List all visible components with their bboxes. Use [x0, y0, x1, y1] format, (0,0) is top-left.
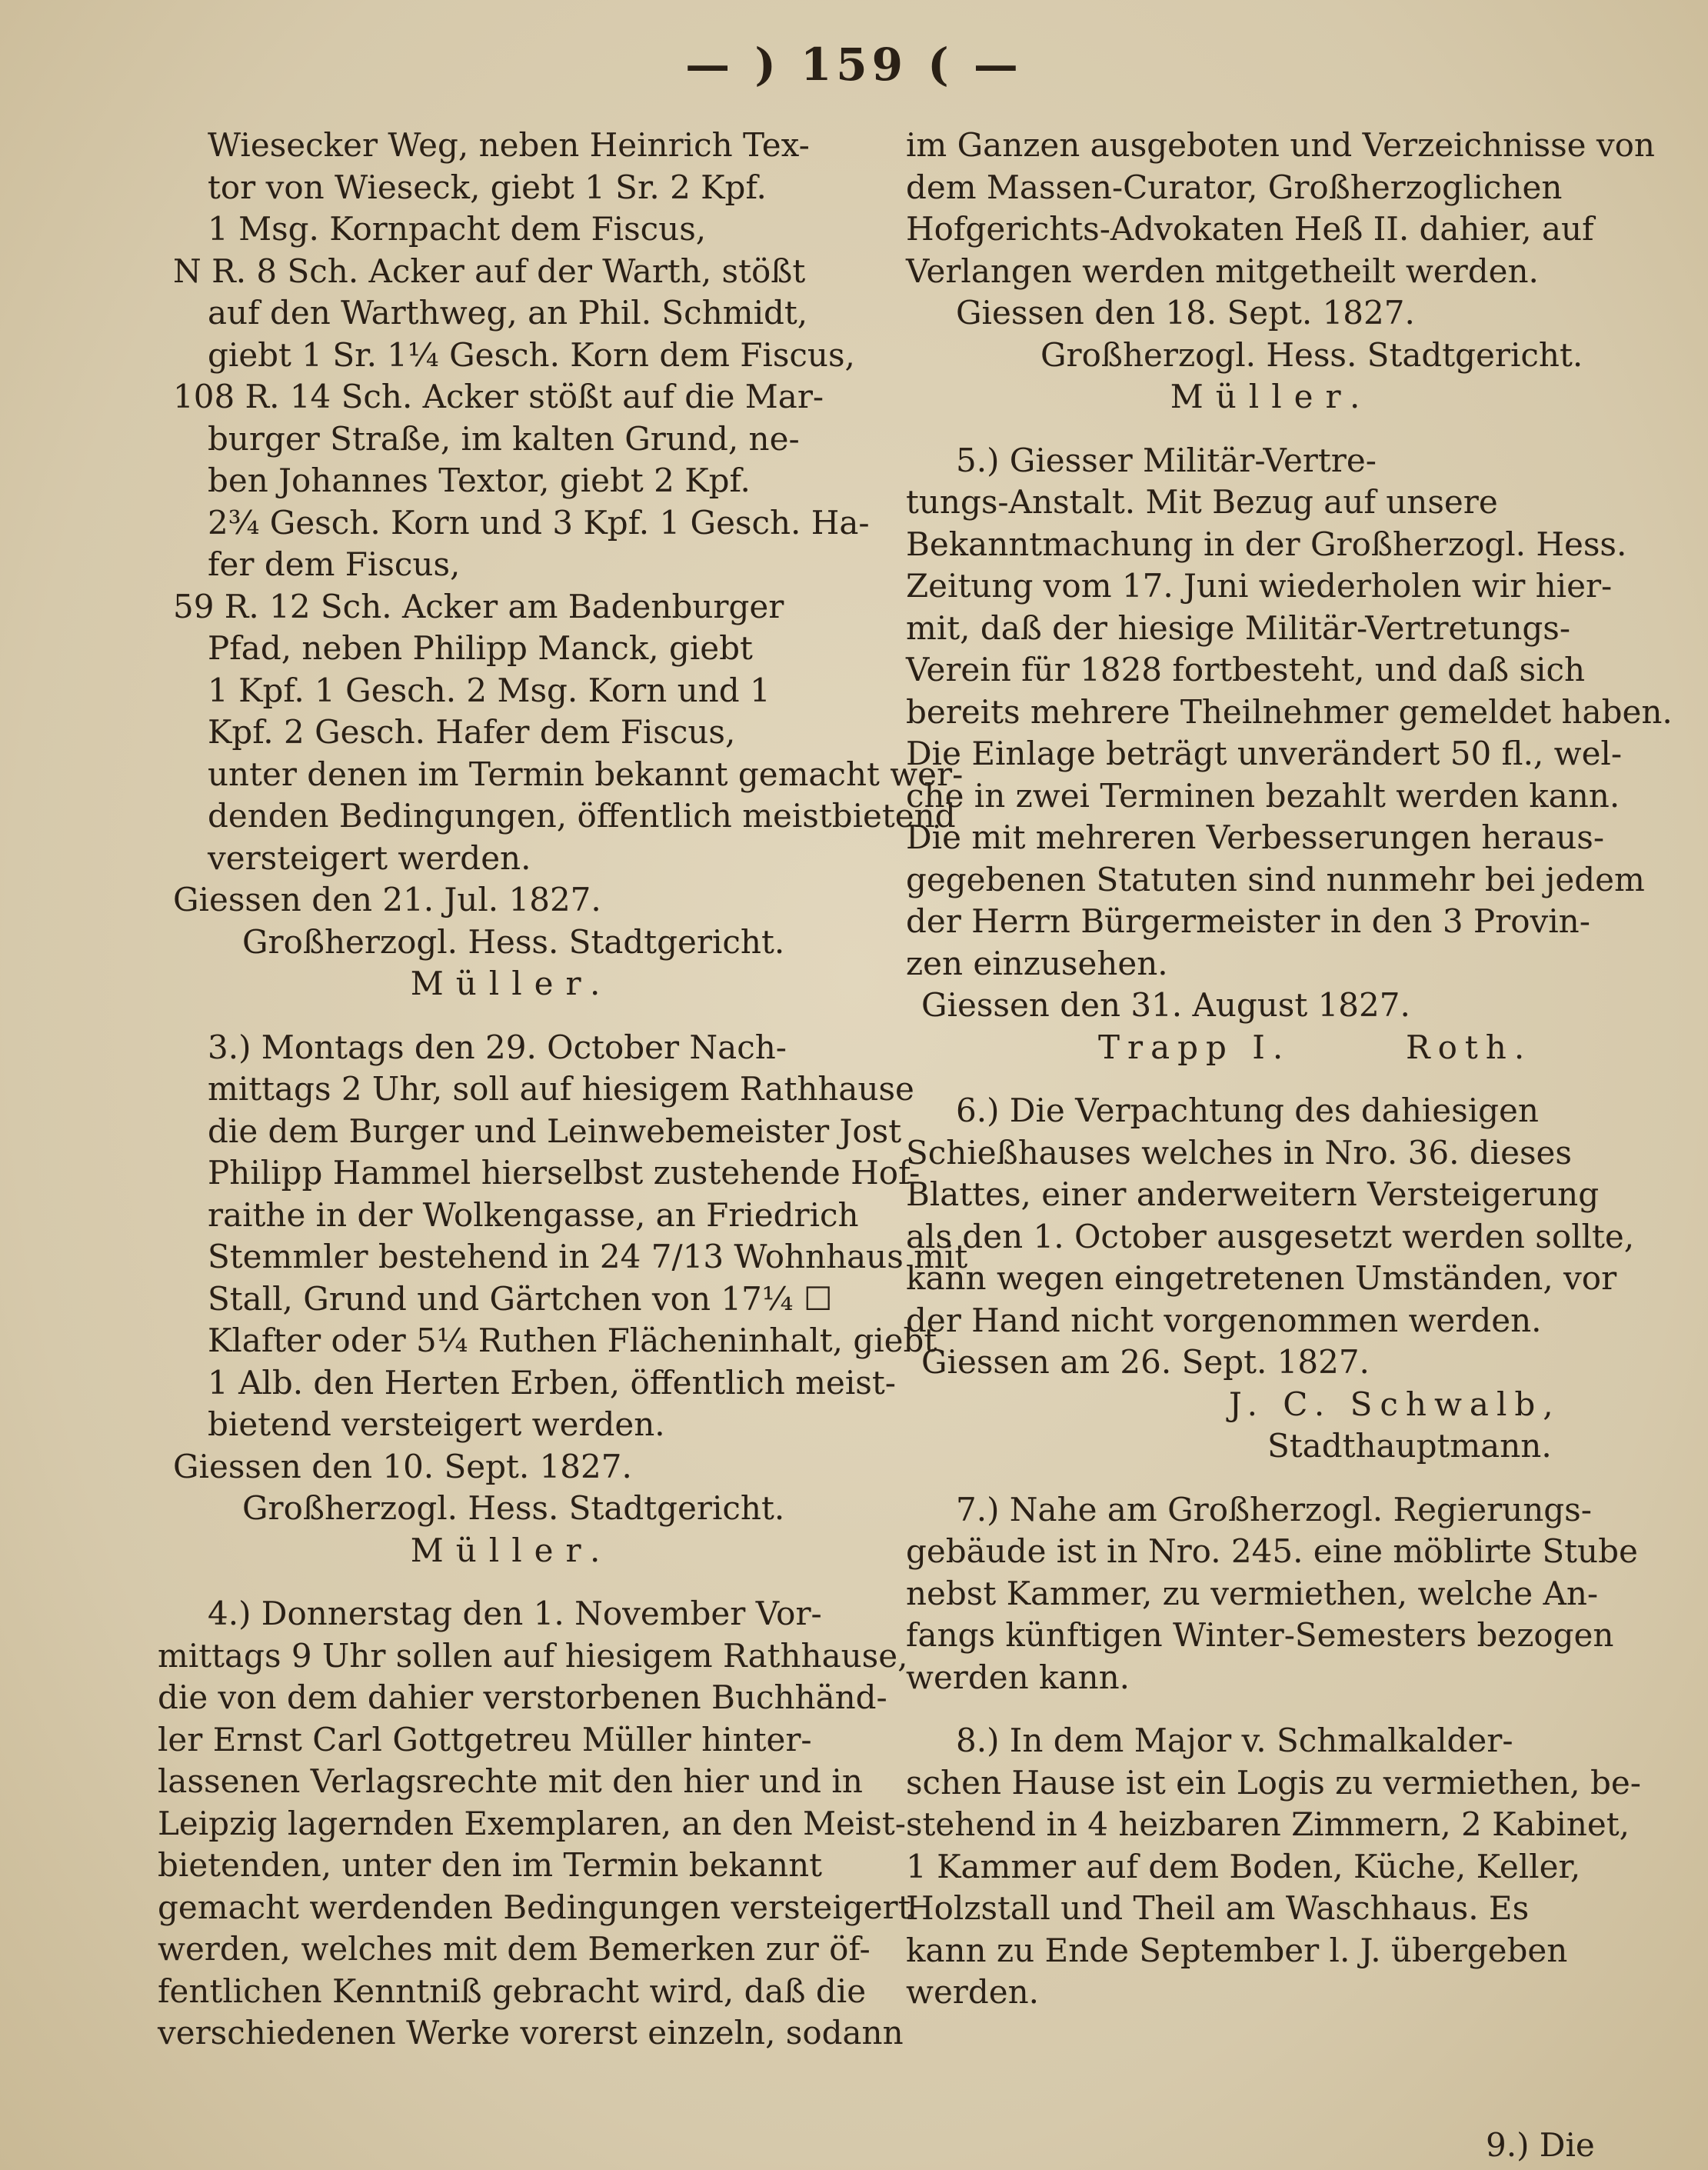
text-line: schen Hause ist ein Logis zu vermiethen, be-	[906, 1763, 1641, 1802]
text-line: Bekanntmachung in der Großherzogl. Hess.	[906, 525, 1627, 563]
text-line: denden Bedingungen, öffentlich meistbietend	[208, 797, 956, 835]
notice-8	[906, 1720, 1641, 2014]
notice-4	[158, 1593, 911, 2055]
text-line: als den 1. October ausgesetzt werden sollte,	[906, 1217, 1635, 1255]
notice-7	[906, 1489, 1636, 1699]
continuation-block	[158, 125, 964, 1005]
text-line: der Herrn Bürgermeister in den 3 Provin-	[906, 902, 1590, 940]
dateline: Giessen den 21. Jul. 1827.	[173, 881, 601, 918]
text-line: 2¾ Gesch. Korn und 3 Kpf. 1 Gesch. Ha-	[208, 503, 870, 542]
signature: Roth.	[1406, 1028, 1533, 1066]
text-line: fer dem Fiscus,	[208, 545, 461, 583]
text-line: stehend in 4 heizbaren Zimmern, 2 Kabinet,	[906, 1805, 1630, 1843]
text-line: der Hand nicht vorgenommen werden.	[906, 1301, 1542, 1339]
notice-3	[158, 1027, 968, 1572]
text-line: raithe in der Wolkengasse, an Friedrich	[208, 1195, 859, 1234]
text-line: 7.) Nahe am Großherzogl. Regierungs-	[956, 1490, 1592, 1528]
text-line: die von dem dahier verstorbenen Buchhänd-	[158, 1678, 887, 1716]
text-line: Hofgerichts-Advokaten Heß II. dahier, auf	[906, 210, 1594, 248]
text-line: mittags 9 Uhr sollen auf hiesigem Rathhause,	[158, 1636, 908, 1675]
text-line: bereits mehrere Theilnehmer gemeldet haben.	[906, 692, 1673, 731]
text-line: giebt 1 Sr. 1¼ Gesch. Korn dem Fiscus,	[208, 335, 855, 374]
text-line: bietend versteigert werden.	[208, 1405, 665, 1443]
text-line: zen einzusehen.	[906, 944, 1168, 982]
text-line: Stemmler bestehend in 24 7/13 Wohnhaus mit	[208, 1238, 968, 1275]
catchword: 9.) Die	[1486, 2126, 1595, 2164]
right-column	[906, 125, 1673, 2014]
text-line: 4.) Donnerstag den 1. November Vor-	[208, 1595, 822, 1632]
text-line: 1 Kammer auf dem Boden, Küche, Keller,	[906, 1847, 1581, 1885]
text-line: bietenden, unter den im Termin bekannt	[158, 1846, 823, 1884]
text-line: tungs-Anstalt. Mit Bezug auf unsere	[906, 483, 1498, 521]
text-line: Wiesecker Weg, neben Heinrich Tex-	[208, 126, 810, 164]
text-line: 1 Kpf. 1 Gesch. 2 Msg. Korn und 1	[208, 671, 771, 709]
text-line: Stall, Grund und Gärtchen von 17¼ ☐	[208, 1279, 833, 1318]
text-line: N R. 8 Sch. Acker auf der Warth, stößt	[173, 252, 806, 290]
text-line: werden kann.	[906, 1658, 1130, 1696]
text-line: die dem Burger und Leinwebemeister Jost	[208, 1112, 902, 1150]
text-line: 1 Msg. Kornpacht dem Fiscus,	[208, 210, 707, 248]
page-number: — ) 159 ( —	[685, 38, 1023, 91]
text-line: versteigert werden.	[208, 838, 531, 877]
text-line: Die mit mehreren Verbesserungen heraus-	[906, 818, 1605, 856]
notice-5	[906, 440, 1673, 1069]
text-line: kann wegen eingetretenen Umständen, vor	[906, 1259, 1617, 1297]
signature: J. C. Schwalb,	[1229, 1385, 1561, 1423]
text-line: ler Ernst Carl Gottgetreu Müller hinter-	[158, 1720, 812, 1758]
left-column	[158, 125, 968, 2055]
text-line: Leipzig lagernden Exemplaren, an den Meist-	[158, 1804, 906, 1842]
text-line: Verein für 1828 fortbesteht, und daß sich	[906, 651, 1586, 688]
dateline: Giessen den 18. Sept. 1827.	[956, 294, 1415, 332]
text-line: 59 R. 12 Sch. Acker am Badenburger	[173, 587, 784, 625]
court-name: Großherzogl. Hess. Stadtgericht.	[242, 922, 785, 961]
text-line: werden, welches mit dem Bemerken zur öf-	[158, 1930, 871, 1968]
court-name: Großherzogl. Hess. Stadtgericht.	[1040, 335, 1583, 374]
dateline: Giessen den 31. August 1827.	[921, 986, 1410, 1024]
text-line: Schießhauses welches in Nro. 36. dieses	[906, 1133, 1572, 1172]
text-line: fentlichen Kenntniß gebracht wird, daß die	[158, 1972, 867, 2010]
text-line: lassenen Verlagsrechte mit den hier und in	[158, 1762, 863, 1800]
signature-title: Stadthauptmann.	[1267, 1427, 1552, 1465]
text-line: Holzstall und Theil am Waschhaus. Es	[906, 1889, 1530, 1927]
text-line: Pfad, neben Philipp Manck, giebt	[208, 629, 753, 667]
text-line: Die Einlage beträgt unverändert 50 fl., wel-	[906, 735, 1623, 772]
text-line: Philipp Hammel hierselbst zustehende Hof-	[208, 1154, 921, 1192]
text-line: 5.) Giesser Militär-Vertre-	[956, 441, 1377, 479]
text-line: che in zwei Terminen bezahlt werden kann.	[906, 776, 1620, 815]
text-line: mittags 2 Uhr, soll auf hiesigem Rathhause	[208, 1070, 914, 1108]
text-line: im Ganzen ausgeboten und Verzeichnisse von	[906, 126, 1655, 164]
text-line: Klafter oder 5¼ Ruthen Flächeninhalt, giebt	[208, 1322, 937, 1359]
text-line: burger Straße, im kalten Grund, ne-	[208, 419, 800, 458]
text-line: gemacht werdenden Bedingungen versteigert	[158, 1888, 911, 1926]
text-line: 108 R. 14 Sch. Acker stößt auf die Mar-	[173, 378, 824, 415]
signature: Müller.	[1170, 378, 1373, 415]
signature: Müller.	[410, 1531, 613, 1569]
text-line: verschiedenen Werke vorerst einzeln, sodann	[158, 2014, 904, 2052]
notice-6	[906, 1090, 1636, 1468]
text-line: fangs künftigen Winter-Semesters bezogen	[906, 1616, 1614, 1654]
text-line: 6.) Die Verpachtung des dahiesigen	[956, 1092, 1539, 1129]
text-line: tor von Wieseck, giebt 1 Sr. 2 Kpf.	[208, 168, 767, 206]
court-name: Großherzogl. Hess. Stadtgericht.	[242, 1489, 785, 1527]
dateline: Giessen am 26. Sept. 1827.	[921, 1343, 1370, 1381]
text-line: Blattes, einer anderweitern Versteigerung	[906, 1175, 1600, 1213]
text-line: 1 Alb. den Herten Erben, öffentlich meist-	[208, 1363, 896, 1402]
text-line: gegebenen Statuten sind nunmehr bei jedem	[906, 860, 1645, 898]
signature: Müller.	[410, 965, 613, 1002]
text-line: kann zu Ende September l. J. übergeben	[906, 1931, 1568, 1969]
dateline: Giessen den 10. Sept. 1827.	[173, 1447, 632, 1485]
text-line: gebäude ist in Nro. 245. eine möblirte Stube	[906, 1532, 1638, 1570]
text-line: auf den Warthweg, an Phil. Schmidt,	[208, 294, 808, 332]
text-line: unter denen im Termin bekannt gemacht wer-	[208, 755, 964, 793]
text-line: dem Massen-Curator, Großherzoglichen	[906, 168, 1563, 206]
signature: Trapp I.	[1098, 1028, 1291, 1066]
text-line: nebst Kammer, zu vermiethen, welche An-	[906, 1574, 1599, 1612]
text-line: Kpf. 2 Gesch. Hafer dem Fiscus,	[208, 713, 736, 751]
text-line: 8.) In dem Major v. Schmalkalder-	[956, 1722, 1513, 1759]
text-line: Verlangen werden mitgetheilt werden.	[906, 252, 1539, 290]
text-line: ben Johannes Textor, giebt 2 Kpf.	[208, 462, 751, 499]
text-line: mit, daß der hiesige Militär-Vertretungs-	[906, 608, 1571, 647]
text-line: werden.	[906, 1973, 1040, 2011]
notice-4-continued	[906, 125, 1655, 418]
text-line: 3.) Montags den 29. October Nach-	[208, 1028, 787, 1066]
signature-row	[906, 1027, 1636, 1069]
text-line: Zeitung vom 17. Juni wiederholen wir hier-	[906, 567, 1613, 605]
